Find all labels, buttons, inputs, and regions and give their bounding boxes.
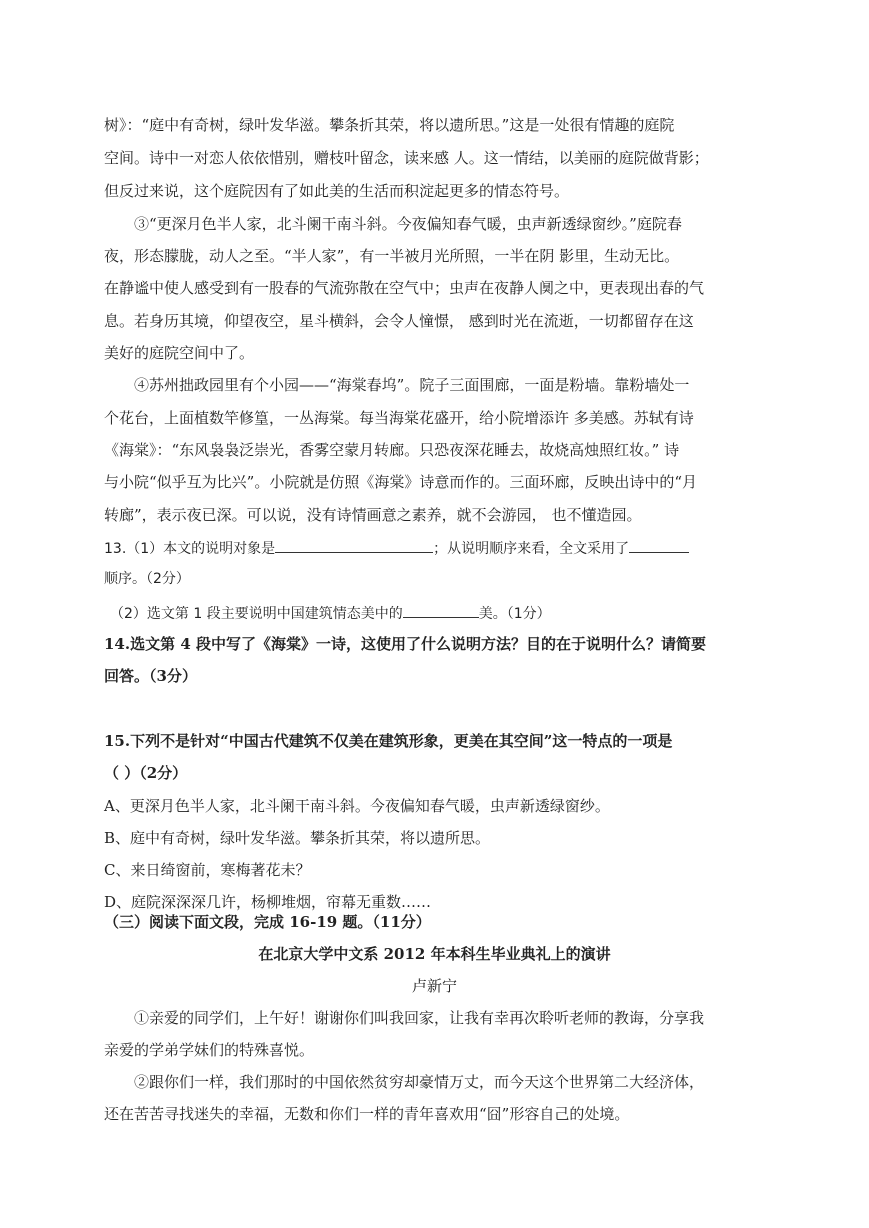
question-13-part-2	[110, 602, 551, 624]
para4-line-3: 《海棠》：“东风袅袅泛崇光，香雾空蒙月转廊。只恐夜深花睡去，故烧高烛照红妆。” 诗	[104, 441, 680, 459]
article-p2-line-2: 还在苦苦寻找迷失的幸福，无数和你们一样的青年喜欢用“囧”形容自己的处境。	[104, 1105, 630, 1123]
option-b: B、庭中有奇树，绿叶发华滋。攀条折其荣，将以遗所思。	[104, 829, 491, 847]
question-14-line-2: 回答。（3分）	[104, 667, 197, 685]
para2-line-2: 空间。诗中一对恋人依依惜别，赠枝叶留念，读来感 人。这一情结，以美丽的庭院做背影；	[104, 149, 709, 167]
answer-blank-order[interactable]	[629, 537, 689, 553]
para3-line-4: 息。若身历其境，仰望夜空，星斗横斜，会令人憧憬， 感到时光在流逝，一切都留存在这	[104, 312, 694, 330]
article-p1-line-1: ①亲爱的同学们，上午好！谢谢你们叫我回家，让我有幸再次聆听老师的教诲，分享我	[134, 1009, 705, 1027]
para4-line-1: ④苏州拙政园里有个小园——“海棠春坞”。院子三面围廊，一面是粉墙。靠粉墙处一	[134, 376, 690, 394]
q13-score-1: 顺序。（2分）	[104, 571, 190, 587]
para3-line-5: 美好的庭院空间中了。	[104, 344, 255, 362]
para3-line-1: ③“更深月色半人家，北斗阑干南斗斜。今夜偏知春气暖，虫声新透绿窗纱。”庭院春	[134, 215, 682, 233]
section-3-heading: （三）阅读下面文段，完成 16-19 题。（11分）	[104, 913, 431, 931]
question-14-line-1: 14.选文第 4 段中写了《海棠》一诗，这使用了什么说明方法？目的在于说明什么？请简要	[104, 635, 706, 653]
para4-line-4: 与小院“似乎互为比兴”。小院就是仿照《海棠》诗意而作的。三面环廊，反映出诗中的“月	[104, 473, 698, 491]
article-author: 卢新宁	[411, 977, 457, 995]
q13-prompt-a: 13.（1）本文的说明对象是	[104, 541, 276, 557]
article-p1-line-2: 亲爱的学弟学妹们的特殊喜悦。	[104, 1041, 315, 1059]
q13-prompt-d: 美。（1分）	[478, 606, 551, 622]
article-title: 在北京大学中文系 2012 年本科生毕业典礼上的演讲	[258, 945, 611, 963]
para3-line-3: 在静谧中使人感受到有一股春的气流弥散在空气中；虫声在夜静人阒之中，更表现出春的气	[104, 279, 705, 297]
para2-line-1: 树》：“庭中有奇树，绿叶发华滋。攀条折其荣，将以遗所思。”这是一处很有情趣的庭院	[104, 116, 675, 134]
question-13-part-1	[104, 537, 689, 559]
para3-line-2: 夜，形态朦胧，动人之至。“半人家”，有一半被月光所照，一半在阴 影里，生动无比。	[104, 247, 680, 265]
para2-line-3: 但反过来说，这个庭院因有了如此美的生活而积淀起更多的情态符号。	[104, 182, 570, 200]
answer-blank-object[interactable]	[275, 537, 433, 553]
option-c: C、来日绮窗前，寒梅著花未？	[104, 861, 311, 879]
q13-prompt-c: （2）选文第 1 段主要说明中国建筑情态美中的	[110, 606, 403, 622]
article-p2-line-1: ②跟你们一样，我们那时的中国依然贫穷却豪情万丈，而今天这个世界第二大经济体，	[134, 1073, 705, 1091]
question-15-stem: 15.下列不是针对“中国古代建筑不仅美在建筑形象，更美在其空间”这一特点的一项是	[104, 732, 673, 750]
q13-prompt-b: ；从说明顺序来看，全文采用了	[433, 541, 630, 557]
question-15-bracket: （ ）（2分）	[104, 764, 188, 782]
option-d: D、庭院深深深几许，杨柳堆烟，帘幕无重数……	[104, 893, 432, 911]
option-a: A、更深月色半人家，北斗阑干南斗斜。今夜偏知春气暖，虫声新透绿窗纱。	[104, 797, 610, 815]
para4-line-2: 个花台，上面植数竿修篁，一丛海棠。每当海棠花盛开，给小院增添许 多美感。苏轼有诗	[104, 409, 694, 427]
answer-blank-beauty[interactable]	[403, 602, 479, 618]
para4-line-5: 转廊”，表示夜已深。可以说，没有诗情画意之素养，就不会游园， 也不懂造园。	[104, 506, 642, 524]
